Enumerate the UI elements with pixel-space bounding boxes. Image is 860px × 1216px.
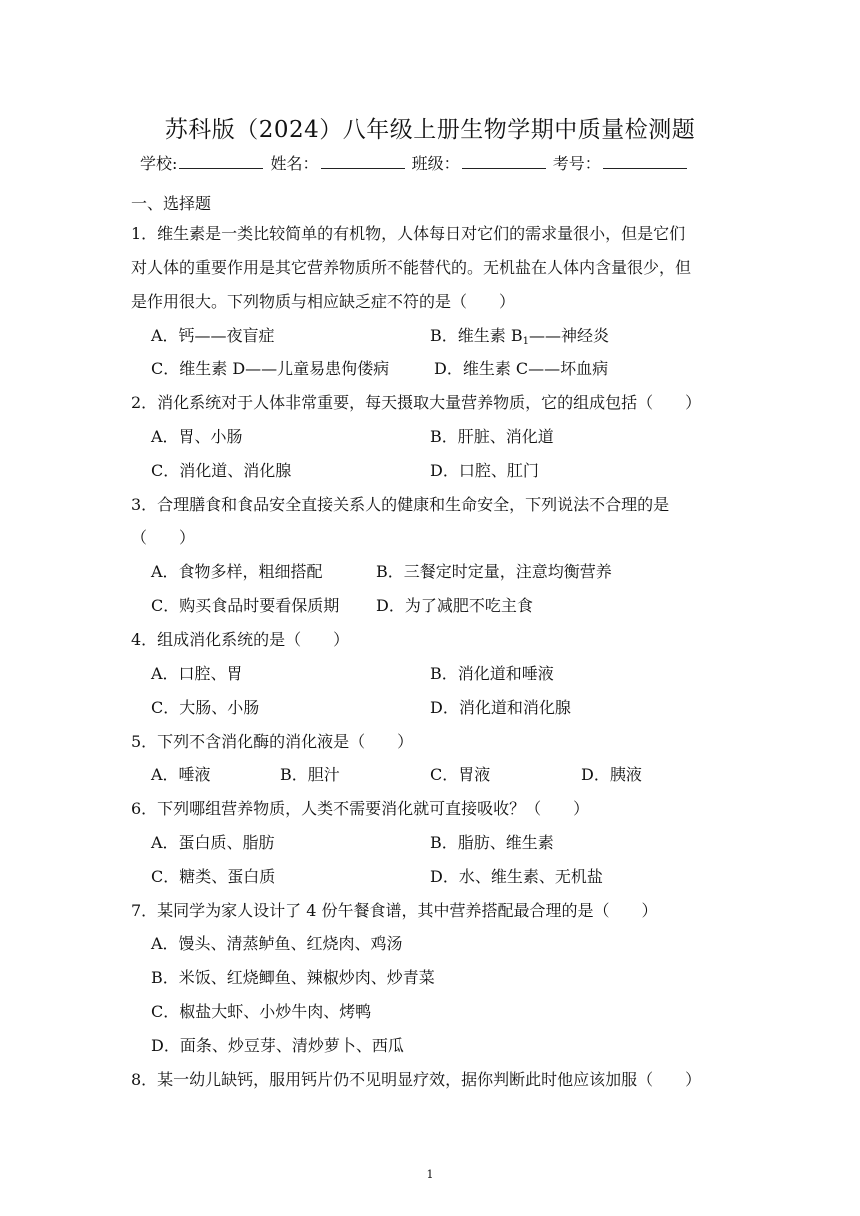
class-blank (462, 154, 546, 169)
exam-number-label: 考号： (552, 154, 601, 173)
question-1-option-d: D．维生素 C——坏血病 (434, 359, 609, 378)
question-2-option-a: A．胃、小肠 (151, 427, 243, 446)
question-1-option-a: A．钙——夜盲症 (151, 326, 275, 345)
question-4-option-d: D．消化道和消化腺 (430, 698, 571, 717)
question-2-stem: 2．消化系统对于人体非常重要，每天摄取大量营养物质，它的组成包括（ ） (131, 393, 702, 412)
question-4-stem: 4．组成消化系统的是（ ） (131, 630, 350, 649)
question-3-option-d: D．为了减肥不吃主食 (376, 596, 533, 615)
question-4-option-a: A．口腔、胃 (151, 664, 243, 683)
question-4-option-c: C．大肠、小肠 (151, 698, 260, 717)
school-blank (179, 154, 263, 169)
question-3-stem-line-1: 3．合理膳食和食品安全直接关系人的健康和生命安全，下列说法不合理的是 (131, 495, 670, 514)
page-title: 苏科版（2024）八年级上册生物学期中质量检测题 (164, 117, 696, 143)
question-3-option-c: C．购买食品时要看保质期 (151, 596, 340, 615)
question-7-stem: 7．某同学为家人设计了 4 份午餐食谱，其中营养搭配最合理的是（ ） (131, 901, 658, 920)
question-5-option-b: B．胆汁 (280, 765, 340, 784)
class-label: 班级： (411, 154, 460, 173)
question-7-option-a: A．馒头、清蒸鲈鱼、红烧肉、鸡汤 (151, 934, 403, 953)
question-7-option-b: B．米饭、红烧鲫鱼、辣椒炒肉、炒青菜 (151, 968, 435, 987)
question-6-option-a: A．蛋白质、脂肪 (151, 833, 275, 852)
question-5-option-c: C．胃液 (430, 765, 491, 784)
question-3-option-a: A．食物多样，粗细搭配 (151, 562, 323, 581)
question-7-option-c: C．椒盐大虾、小炒牛肉、烤鸭 (151, 1002, 372, 1021)
name-label: 姓名： (270, 154, 319, 173)
question-6-option-d: D．水、维生素、无机盐 (430, 867, 603, 886)
question-2-option-b: B．肝脏、消化道 (430, 427, 554, 446)
section-heading: 一、选择题 (131, 194, 212, 213)
question-1-stem-line-1: 1．维生素是一类比较简单的有机物，人体每日对它们的需求量很小，但是它们 (131, 224, 686, 243)
question-2-option-d: D．口腔、肛门 (430, 461, 539, 480)
exam-number-blank (603, 154, 687, 169)
name-blank (321, 154, 405, 169)
question-7-option-d: D．面条、炒豆芽、清炒萝卜、西瓜 (151, 1036, 404, 1055)
question-8-stem: 8．某一幼儿缺钙，服用钙片仍不见明显疗效，据你判断此时他应该加服（ ） (131, 1070, 702, 1089)
question-3-stem-line-2: （ ） (131, 528, 196, 547)
question-1-option-b: B．维生素 $B_1——$神经炎 (430, 326, 609, 347)
question-6-option-c: C．糖类、蛋白质 (151, 867, 276, 886)
question-4-option-b: B．消化道和唾液 (430, 664, 554, 683)
question-1-option-c: C．维生素 D——儿童易患佝偻病 (151, 359, 390, 378)
question-1-stem-line-3: 是作用很大。下列物质与相应缺乏症不符的是（ ） (131, 292, 516, 311)
question-6-option-b: B．脂肪、维生素 (430, 833, 554, 852)
question-2-option-c: C．消化道、消化腺 (151, 461, 292, 480)
question-1-stem-line-2: 对人体的重要作用是其它营养物质所不能替代的。无机盐在人体内含量很少，但 (131, 258, 692, 277)
question-5-stem: 5．下列不含消化酶的消化液是（ ） (131, 732, 414, 751)
question-5-option-a: A．唾液 (151, 765, 211, 784)
school-label: 学校: (140, 154, 178, 173)
question-3-option-b: B．三餐定时定量，注意均衡营养 (376, 562, 612, 581)
question-6-stem: 6．下列哪组营养物质，人类不需要消化就可直接吸收？（ ） (131, 799, 590, 818)
student-info-line (140, 151, 689, 174)
page-number: 1 (426, 1168, 434, 1181)
question-5-option-d: D．胰液 (581, 765, 642, 784)
